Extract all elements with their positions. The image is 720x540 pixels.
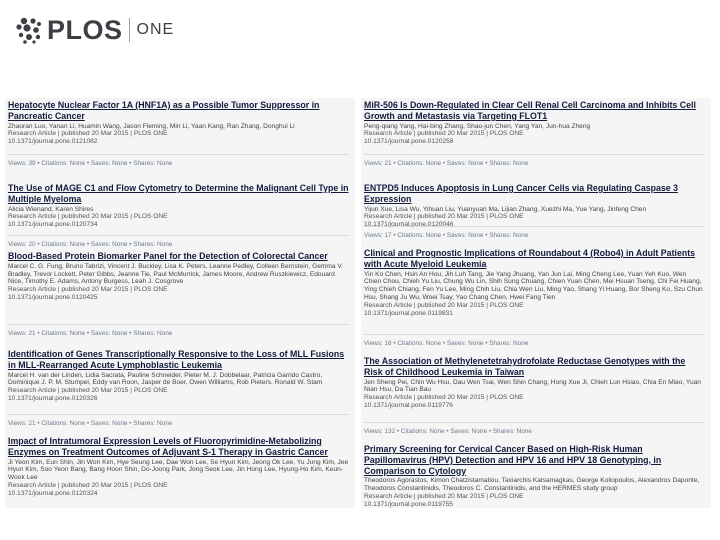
article-doi: 10.1371/journal.pone.0119755: [364, 500, 453, 508]
article-metrics: Views: 21 • Citations: None • Saves: None • Shares: None: [8, 414, 349, 427]
article-item: [364, 444, 705, 508]
logo-text: PLOS: [47, 14, 123, 45]
article-item: [364, 100, 705, 146]
article-type-line: Research Article | published 20 Mar 2015 | PLOS ONE: [364, 492, 524, 500]
article-metrics: Views: 132 • Citations: None • Saves: None • Shares: None: [364, 422, 705, 435]
article-authors: Zhaoran Luo, Yanan Li, Huamin Wang, Jason Fleming, Min Li, Yaan Kang, Ran Zhang, Donghui Li: [8, 122, 295, 130]
article-list-right: [361, 98, 711, 508]
article-metrics: Views: 39 • Citations: None • Saves: None • Shares: None: [8, 154, 349, 167]
article-authors: Yin Ko Chen, Hsin An Hou, Jih Luh Tang, Jie Yang Jhuang, Yan Jun Lai, Ming Cheng Lee, Yuan Yeh Kuo, Wen Chien Chou, Chieh Yu Liu, Chung Wu Lin, Shih Sung Chuang, Chien Yuan Chen, Mei Hsuan Tseng, Chi Fei Huang, Ying Chieh Chiang, Fen Yu Lee, Ming Chih Liu, Chia Wen Liu, Ming Yao, Shang Yi Huang, Bor Sheng Ko, Szu Chun Hsu, Shang Ju Wu, Woei Tsay, Yao Chang Chen, Hwei Fang Tien: [364, 270, 703, 301]
article-type-line: Research Article | published 20 Mar 2015 | PLOS ONE: [8, 286, 168, 294]
article-metrics: Views: 17 • Citations: None • Saves: None • Shares: None: [364, 226, 705, 239]
article-type-line: Research Article | published 20 Mar 2015 | PLOS ONE: [8, 387, 168, 395]
article-type-line: Research Article | published 20 Mar 2015 | PLOS ONE: [364, 130, 524, 138]
article-authors: Alicia Wienand, Karen Shires: [8, 205, 94, 213]
article-type-line: Research Article | published 20 Mar 2015 | PLOS ONE: [8, 130, 168, 138]
article-item: [364, 248, 705, 317]
article-authors: Ji Yeon Kim, Eun Shin, Jin Won Kim, Hye Seung Lee, Dae Won Lee, Se Hyun Kim, Jeong Ok Lee, Yu Jung Kim, Jee Hyun Kim, Soo Yeon Bang, Bang Hoon Shin, Do-Joong Park, Jong Seok Lee, Jin Hong Lee, Hyung-Ho Kim, Keun-Wook Lee: [8, 458, 349, 482]
article-item: [364, 183, 705, 229]
article-item: [8, 349, 349, 403]
article-title-link[interactable]: Blood-Based Protein Biomarker Panel for the Detection of Colorectal Cancer: [8, 251, 328, 261]
article-authors: Theodoros Agorastos, Kimon Chatzistamatiou, Taxiarchis Katsamagkas, George Koliopoulos, Alexandros Daponte, Theodoros Constantinidis, Theodoros C. Constantinidis, and the HERMES study group: [364, 477, 700, 493]
article-doi: 10.1371/journal.pone.0120324: [8, 489, 98, 497]
article-title-link[interactable]: The Use of MAGE C1 and Flow Cytometry to Determine the Malignant Cell Type in Multiple Myeloma: [8, 183, 349, 204]
article-doi: 10.1371/journal.pone.0120734: [8, 221, 98, 229]
article-doi: 10.1371/journal.pone.0120258: [364, 138, 454, 146]
article-type-line: Research Article | published 20 Mar 2015 | PLOS ONE: [364, 301, 524, 309]
article-item: [8, 251, 349, 302]
article-title-link[interactable]: Primary Screening for Cervical Cancer Based on High-Risk Human Papillomavirus (HPV) Detection and HPV 16 and HPV 18 Genotyping, in Comparison to Cytology: [364, 444, 662, 476]
article-metrics: Views: 21 • Citations: None • Saves: None • Shares: None: [8, 324, 349, 337]
article-item: [364, 356, 705, 410]
article-authors: Yijun Xue, Lisa Wu, Yihuan Liu, Yuanyuan Ma, Lijian Zhang, Xuezhi Ma, Yue Yang, Jinfeng Chen: [364, 205, 647, 213]
article-metrics: Views: 16 • Citations: None • Saves: None • Shares: None: [364, 334, 705, 347]
article-item: [8, 100, 349, 146]
article-type-line: Research Article | published 20 Mar 2015 | PLOS ONE: [8, 481, 168, 489]
article-metrics: Views: 20 • Citations: None • Saves: None • Shares: None: [8, 235, 349, 248]
article-title-link[interactable]: Clinical and Prognostic Implications of Roundabout 4 (Robo4) in Adult Patients with Acute Myeloid Leukemia: [364, 248, 696, 269]
article-authors: Marcel H. van der Linden, Lidia Sacrata, Pauline Schneider, Pieter M. J. Dobbelaar, Patricia Garrido Castro, Dominique J. P. M. Stumpel, Eddy van Roon, Jasper de Boer, Owen Williams, Rob Pieters, Ronald W. Stam: [8, 371, 323, 387]
article-item: [8, 436, 349, 498]
logo-divider: [129, 18, 130, 42]
article-title-link[interactable]: Impact of Intratumoral Expression Levels of Fluoropyrimidine-Metabolizing Enzymes on Treatment Outcomes of Adjuvant S-1 Therapy in Gastric Cancer: [8, 436, 328, 457]
article-title-link[interactable]: MiR-506 Is Down-Regulated in Clear Cell Renal Cell Carcinoma and Inhibits Cell Growth and Metastasis via Targeting FLOT1: [364, 100, 696, 121]
article-doi: 10.1371/journal.pone.0120326: [8, 394, 98, 402]
article-doi: 10.1371/journal.pone.0120425: [8, 293, 98, 301]
article-title-link[interactable]: Identification of Genes Transcriptionally Responsive to the Loss of MLL Fusions in MLL-Rearranged Acute Lymphoblastic Leukemia: [8, 349, 345, 370]
article-metrics: Views: 21 • Citations: None • Saves: None • Shares: None: [364, 154, 705, 167]
article-doi: 10.1371/journal.pone.0121082: [8, 138, 98, 146]
logo-subtitle: ONE: [136, 21, 175, 38]
article-doi: 10.1371/journal.pone.0119776: [364, 401, 453, 409]
article-type-line: Research Article | published 20 Mar 2015 | PLOS ONE: [364, 213, 524, 221]
article-authors: Jen Sheng Pei, Chin Wu Hsu, Dau Wen Tsai, Wen Shin Chang, Hong Xue Ji, Chieh Lun Hsiao, Chia En Miao, Yuan Nian Hsu, Da Tian Bau: [364, 378, 701, 394]
plos-logo-icon: [14, 15, 44, 45]
article-title-link[interactable]: Hepatocyte Nuclear Factor 1A (HNF1A) as a Possible Tumor Suppressor in Pancreatic Cancer: [8, 100, 320, 121]
article-item: [8, 183, 349, 229]
article-authors: Peng-qiang Yang, Hai-bing Zhang, Shao-jun Chen, Yang Yan, Jun-hua Zheng: [364, 122, 591, 130]
article-type-line: Research Article | published 20 Mar 2015 | PLOS ONE: [364, 394, 524, 402]
article-authors: Marcel C. G. Fung, Bruno Tabrizi, Vincent J. Buckley, Lisa K. Peters, Leanne Pedley, Colleen Bernstein, Gemma V. Bradley, Trevor Lockett, Peter Gibbs, Jeanne Tie, Paul McMurrick, James Moore, Andrew Ruszkiewicz, Edouard Nice, Timothy E. Adams, Antony Burgess, Leah J. Cosgrove: [8, 262, 343, 286]
article-title-link[interactable]: ENTPD5 Induces Apoptosis in Lung Cancer Cells via Regulating Caspase 3 Expression: [364, 183, 678, 204]
article-title-link[interactable]: The Association of Methylenetetrahydrofolate Reductase Genotypes with the Risk of Childhood Leukemia in Taiwan: [364, 356, 686, 377]
plos-one-logo[interactable]: [14, 12, 174, 48]
article-doi: 10.1371/journal.pone.0120046: [364, 221, 454, 229]
article-doi: 10.1371/journal.pone.0119831: [364, 309, 453, 317]
article-type-line: Research Article | published 20 Mar 2015 | PLOS ONE: [8, 213, 168, 221]
article-list-left: [5, 98, 355, 508]
